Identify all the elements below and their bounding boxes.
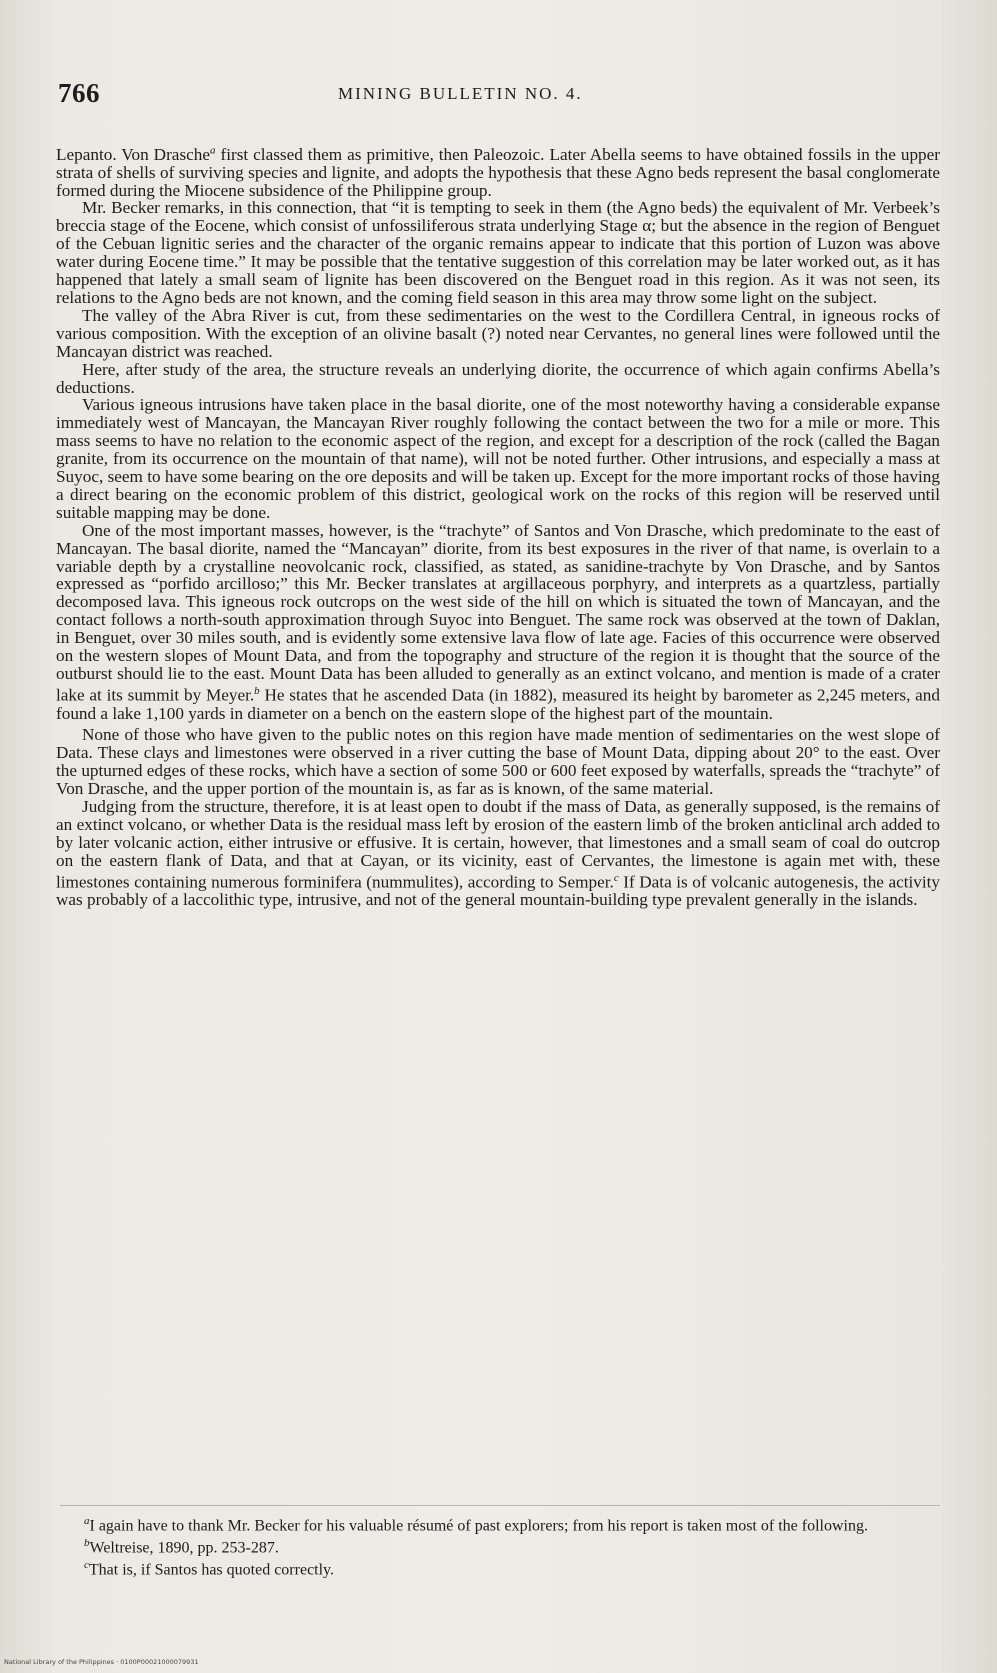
paragraph: None of those who have given to the public notes on this region have made mention of sedimentaries on the west slope of Data. These clays and limestones were observed in a river cutting the base of Mount Data, dipping about 20° to the east. Over the upturned edges of these rocks, which have a section of some 500 or 600 feet exposed by waterfalls, spreads the “trachyte” of Von Drasche, and the upper portion of the mountain is, as far as is known, of the same material. [56,725,940,799]
paragraph: Mr. Becker remarks, in this connection, that “it is tempting to seek in them (the Agno beds) the equivalent of Mr. Verbeek’s breccia stage of the Eocene, which consist of unfossiliferous strata underlying Stage α; but the absence in the region of Benguet of the Cebuan lignitic series and the character of the organic remains appear to indicate that this portion of Luzon was above water during Eocene time.” It may be possible that the tentative suggestion of this correlation may be later worked out, as it has happened that lately a small seam of lignite has been discovered on the Benguet road in this region. As it was not seen, its relations to the Agno beds are not known, and the coming field season in this area may throw some light on the subject. [56,198,940,307]
paragraph: The valley of the Abra River is cut, from these sedimentaries on the west to the Cordillera Central, in igneous rocks of various composition. With the exception of an olivine basalt (?) noted near Cervantes, no general lines were followed until the Mancayan district was reached. [56,305,940,361]
footnote: $^c$That is, if Santos has quoted correctly. [84,1558,335,1578]
footnote-divider [60,1505,940,1506]
footnote-ref: c [613,871,619,884]
paragraph: Judging from the structure, therefore, it is at least open to doubt if the mass of Data, as generally supposed, is the remains of an extinct volcano, or whether Data is the residual mass left by erosion of the eastern limb of the broken anticlinal arch added to by later volcanic action, either intrusive or effusive. It is certain, however, that limestones and a small seam of coal do outcrop on the eastern flank of Data, and that at Cayan, or its vicinity, east of Cervantes, the limestone is again met with, these limestones containing numerous forminifera (nummulites), according to Semper.$^c$ If Data is of volcanic autogenesis, the activity was probably of a laccolithic type, intrusive, and not of the general mountain-building type prevalent generally in the islands. [56,797,941,910]
paragraph: Here, after study of the area, the structure reveals an underlying diorite, the occurrence of which again confirms Abella’s deductions. [56,359,940,397]
paragraph: Various igneous intrusions have taken place in the basal diorite, one of the most noteworthy having a considerable expanse immediately west of Mancayan, the Mancayan River roughly following the contact between the two for a mile or more. This mass seems to have no relation to the economic aspect of the region, and except for a description of the rock (called the Bagan granite, from its occurrence on the mountain of that name), will not be noted further. Other intrusions, and especially a mass at Suyoc, seem to have some bearing on the ore deposits and will be taken up. Except for the more important rocks of those having a direct bearing on the economic problem of this district, geological work on the rocks of this region will be reserved until suitable mapping may be done. [56,395,940,522]
scan-credit: National Library of the Philippines · 0100P00021000079931 [4,1658,199,1666]
paragraph: Lepanto. Von Drasche$^a$ first classed them as primitive, then Paleozoic. Later Abella seems to have obtained fossils in the upper strata of shells of surviving species and lignite, and adopts the hypothesis that these Agno beds represent the basal conglomerate formed during the Miocene subsidence of the Philippine group. [56,144,940,200]
page-header [58,78,938,118]
footnote-ref: a [209,144,216,156]
footnote: $^a$I again have to thank Mr. Becker for his valuable résumé of past explorers; from his report is taken most of the following. [84,1515,868,1535]
running-head: MINING BULLETIN NO. 4. [338,84,583,103]
page-number: 766 [58,78,100,108]
paragraph: One of the most important masses, however, is the “trachyte” of Santos and Von Drasche, which predominate to the east of Mancayan. The basal diorite, named the “Mancayan” diorite, from its best exposures in the river of that name, is overlain to a variable depth by a crystalline neovolcanic rock, classified, as stated, as sanidine-trachyte by Von Drasche, and by Santos expressed as “porfido arcilloso;” this Mr. Becker translates at argillaceous porphyry, and interprets as a quartzless, partially decomposed lava. This igneous rock outcrops on the west side of the hill on which is situated the town of Mancayan, and the contact follows a north-south approximation through Suyoc into Benguet. The same rock was observed at the town of Daklan, in Benguet, over 30 miles south, and is evidently some extensive lava flow of late age. Facies of this occurrence were observed on the western slopes of Mount Data, and from the topography and structure of the region it is thought that the source of the outburst should lie to the east. Mount Data has been alluded to generally as an extinct volcano, and mention is made of a crater lake at its summit by Meyer.$^b$ He states that he ascended Data (in 1882), measured its height by barometer as 2,245 meters, and found a lake 1,100 yards in diameter on a bench on the eastern slope of the highest part of the mountain. [56,520,940,723]
footnotes [62,1513,922,1578]
footnote: $^b$Weltreise, 1890, pp. 253-287. [84,1536,279,1557]
footnote-ref: b [254,684,260,697]
body-text [56,142,940,909]
